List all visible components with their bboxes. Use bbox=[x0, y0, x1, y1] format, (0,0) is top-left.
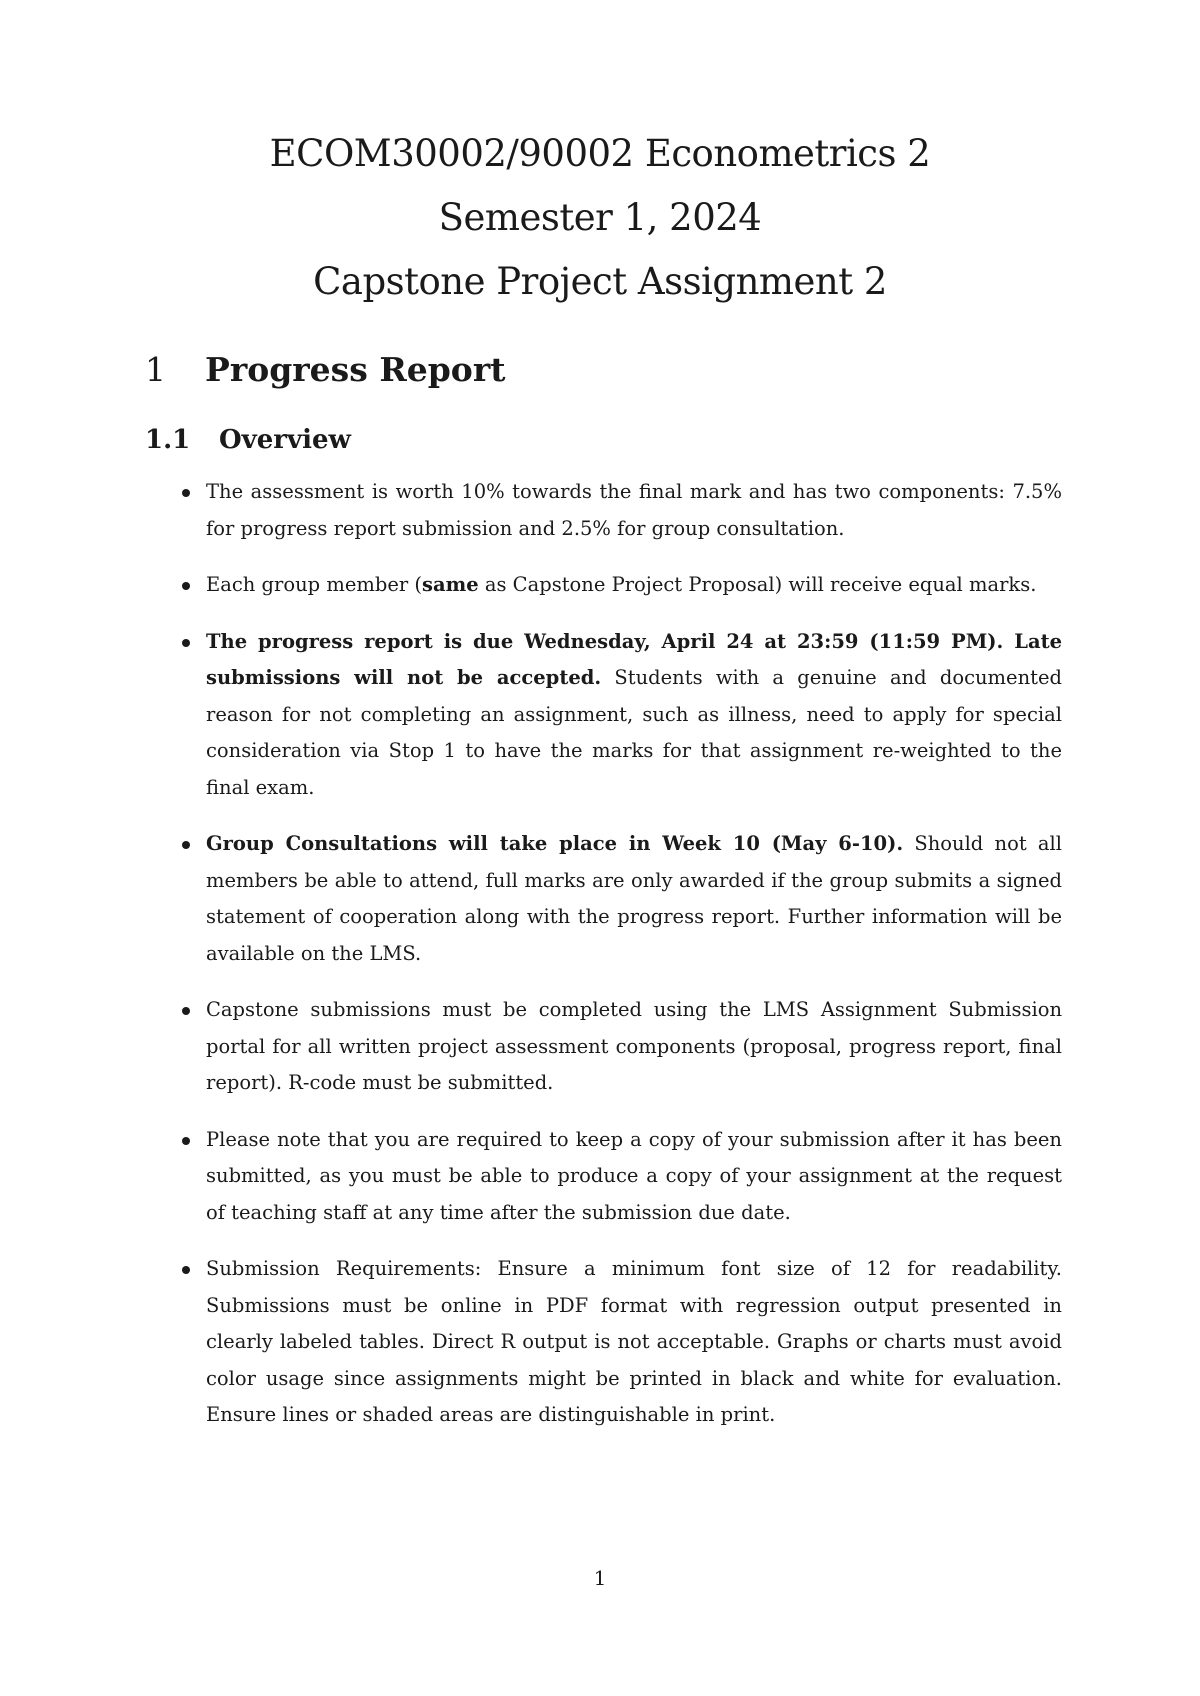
semester-title: Semester 1, 2024 bbox=[438, 196, 762, 239]
bullet-icon bbox=[182, 841, 190, 849]
list-item bbox=[180, 826, 1062, 972]
title-block bbox=[0, 122, 1200, 314]
section-title: Progress Report bbox=[205, 350, 506, 389]
bullet-text: Please note that you are required to keep a copy of your submission after it has been submitted, as you must be able to produce a copy of your assignment at the request of teaching staff at any time after the submission due date. bbox=[206, 1127, 1062, 1224]
bullet-icon bbox=[182, 1007, 190, 1015]
page-number: 1 bbox=[593, 1566, 607, 1590]
bullet-icon bbox=[182, 1266, 190, 1274]
bullet-text-post: Students with a genuine and documented reason for not completing an assignment, such as illness, need to apply for special consideration via Stop 1 to have the marks for that assignment re-weighted to the final exam. bbox=[206, 666, 1062, 799]
subsection-number: 1.1 bbox=[145, 425, 191, 455]
bullet-icon bbox=[182, 1137, 190, 1145]
overview-list bbox=[180, 474, 1062, 1454]
section-heading bbox=[145, 346, 505, 394]
list-item bbox=[180, 474, 1062, 547]
bullet-text-pre: Each group member ( bbox=[206, 573, 422, 596]
assignment-title: Capstone Project Assignment 2 bbox=[313, 260, 887, 303]
subsection-title: Overview bbox=[219, 425, 351, 455]
bullet-icon bbox=[182, 582, 190, 590]
list-item bbox=[180, 1251, 1062, 1434]
bullet-icon bbox=[182, 639, 190, 647]
section-number: 1 bbox=[145, 350, 166, 389]
bullet-text: Submission Requirements: Ensure a minimum font size of 12 for readability. Submissions must be online in PDF format with regression output presented in clearly labeled tables. Direct R output is not acceptable. Graphs or charts must avoid color usage since assignments might be printed in black and white for evaluation. Ensure lines or shaded areas are distinguishable in print. bbox=[206, 1257, 1062, 1426]
course-title: ECOM30002/90002 Econometrics 2 bbox=[269, 132, 931, 175]
list-item bbox=[180, 992, 1062, 1102]
list-item bbox=[180, 567, 1062, 604]
due-date-notice: The progress report is due Wednesday, April 24 at 23:59 (11:59 PM). Late submissions will not be accepted. bbox=[206, 629, 1062, 689]
bullet-text-bold: same bbox=[422, 573, 479, 596]
list-item bbox=[180, 1122, 1062, 1232]
bullet-text-post: as Capstone Project Proposal) will receive equal marks. bbox=[478, 573, 1037, 596]
bullet-text-post: Should not all members be able to attend, full marks are only awarded if the group submits a signed statement of cooperation along with the progress report. Further information will be available on the LMS. bbox=[206, 832, 1062, 965]
bullet-text: Capstone submissions must be completed using the LMS Assignment Submission portal for all written project assessment components (proposal, progress report, final report). R-code must be submitted. bbox=[206, 998, 1062, 1094]
list-item bbox=[180, 624, 1062, 807]
consultation-notice: Group Consultations will take place in Week 10 (May 6-10). bbox=[206, 832, 904, 855]
bullet-icon bbox=[182, 489, 190, 497]
bullet-text: The assessment is worth 10% towards the final mark and has two components: 7.5% for progress report submission and 2.5% for group consultation. bbox=[206, 480, 1062, 540]
subsection-heading bbox=[145, 420, 351, 460]
